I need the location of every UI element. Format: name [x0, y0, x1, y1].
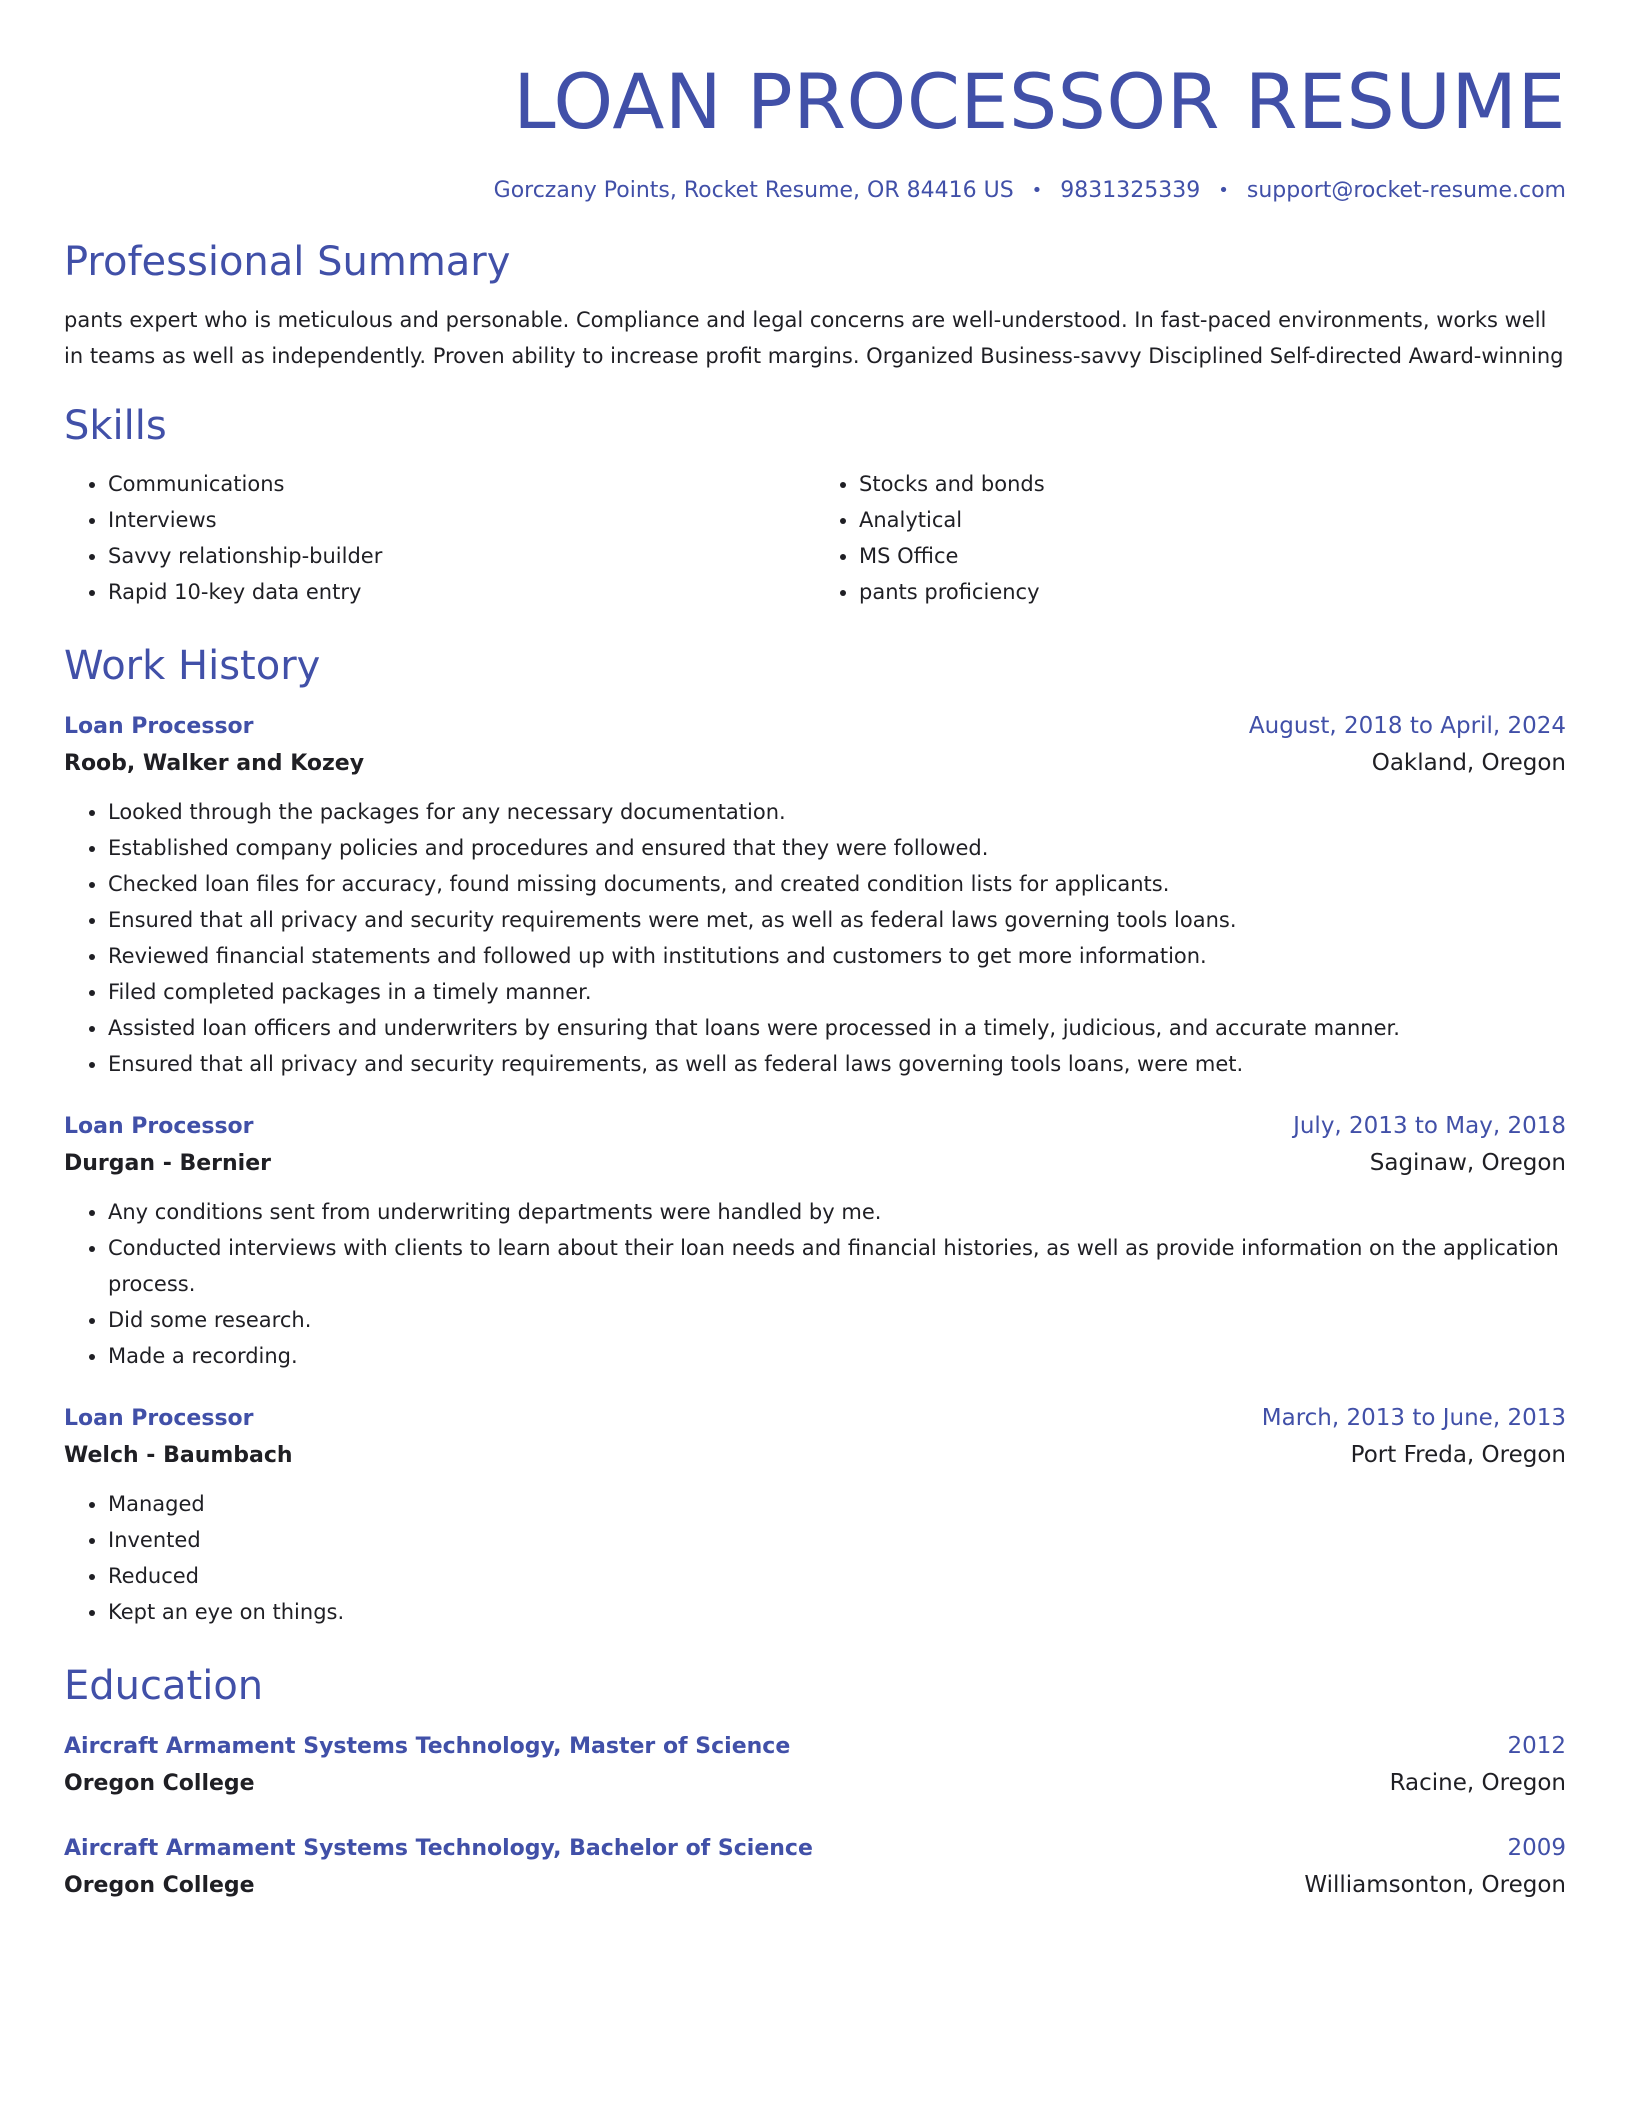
job-company: Roob, Walker and Kozey — [64, 751, 365, 776]
education-location: Williamsonton, Oregon — [1304, 1872, 1566, 1898]
education-degree: Aircraft Armament Systems Technology, Bachelor of Science — [64, 1836, 813, 1861]
contact-email: support@rocket-resume.com — [1246, 178, 1566, 203]
job-duty: • Did some research. — [108, 1302, 1566, 1338]
skill-item: • Communications — [108, 466, 815, 502]
education-school: Oregon College — [64, 1771, 255, 1796]
job-duty: • Conducted interviews with clients to learn about their loan needs and financial histories, as well as provide information on the application process. — [108, 1230, 1566, 1302]
job-duty: • Reviewed financial statements and followed up with institutions and customers to get more information. — [108, 938, 1566, 974]
education-section — [64, 1660, 1566, 1904]
education-year: 2009 — [1507, 1835, 1566, 1861]
skill-item: • Analytical — [859, 502, 1566, 538]
education-year: 2012 — [1507, 1733, 1566, 1759]
skills-list-left — [64, 466, 815, 610]
education-school: Oregon College — [64, 1873, 255, 1898]
job-title: Loan Processor — [64, 714, 254, 739]
job-dates: March, 2013 to June, 2013 — [1261, 1405, 1566, 1431]
skill-item: • Interviews — [108, 502, 815, 538]
resume-header — [64, 52, 1566, 206]
job-dates: July, 2013 to May, 2018 — [1293, 1113, 1566, 1139]
job-dates: August, 2018 to April, 2024 — [1248, 713, 1566, 739]
education-degree: Aircraft Armament Systems Technology, Master of Science — [64, 1734, 791, 1759]
contact-separator: • — [1218, 180, 1229, 201]
job-duties — [64, 1486, 1566, 1630]
job-duty: • Invented — [108, 1522, 1566, 1558]
skills-grid — [64, 466, 1566, 610]
job-location: Oakland, Oregon — [1371, 750, 1566, 776]
job-duties — [64, 794, 1566, 1082]
job-entry — [64, 1400, 1566, 1630]
contact-address: Gorczany Points, Rocket Resume, OR 84416 US — [493, 178, 1014, 203]
job-title: Loan Processor — [64, 1406, 254, 1431]
job-duty: • Checked loan files for accuracy, found missing documents, and created condition lists for applicants. — [108, 866, 1566, 902]
skill-item: • pants proficiency — [859, 574, 1566, 610]
skill-item: • Savvy relationship-builder — [108, 538, 815, 574]
contact-phone: 9831325339 — [1060, 178, 1201, 203]
job-duty: • Made a recording. — [108, 1338, 1566, 1374]
resume-title: LOAN PROCESSOR RESUME — [513, 57, 1566, 146]
job-duty: • Looked through the packages for any necessary documentation. — [108, 794, 1566, 830]
job-duties — [64, 1194, 1566, 1374]
summary-heading: Professional Summary — [64, 239, 511, 285]
skill-item: • Rapid 10-key data entry — [108, 574, 815, 610]
skills-list-right — [815, 466, 1566, 610]
contact-separator: • — [1031, 180, 1043, 201]
education-entry — [64, 1728, 1566, 1802]
job-entry — [64, 1108, 1566, 1374]
work-history-section — [64, 640, 1566, 1630]
skill-item: • Stocks and bonds — [859, 466, 1566, 502]
job-duty: • Ensured that all privacy and security requirements were met, as well as federal laws governing tools loans. — [108, 902, 1566, 938]
contact-line — [64, 176, 1566, 206]
job-location: Port Freda, Oregon — [1350, 1442, 1566, 1468]
job-duty: • Assisted loan officers and underwriters by ensuring that loans were processed in a timely, judicious, and accurate manner. — [108, 1010, 1566, 1046]
job-duty: • Ensured that all privacy and security requirements, as well as federal laws governing tools loans, were met. — [108, 1046, 1566, 1082]
skills-heading: Skills — [64, 403, 167, 449]
skills-section — [64, 400, 1566, 610]
job-duty: • Managed — [108, 1486, 1566, 1522]
job-duty: • Kept an eye on things. — [108, 1594, 1566, 1630]
job-title: Loan Processor — [64, 1114, 254, 1139]
education-entry — [64, 1830, 1566, 1904]
job-duty: • Reduced — [108, 1558, 1566, 1594]
education-heading: Education — [64, 1663, 264, 1709]
job-duty: • Filed completed packages in a timely manner. — [108, 974, 1566, 1010]
job-duty: • Any conditions sent from underwriting departments were handled by me. — [108, 1194, 1566, 1230]
job-location: Saginaw, Oregon — [1369, 1150, 1566, 1176]
job-entry — [64, 708, 1566, 1082]
summary-text: pants expert who is meticulous and personable. Compliance and legal concerns are well-understood. In fast-paced environments, works well in teams as well as independently. Proven ability to increase profit margins. Organized Business-savvy Disciplined Self-directed Award-winning — [64, 308, 1564, 368]
job-duty: • Established company policies and procedures and ensured that they were followed. — [108, 830, 1566, 866]
job-company: Welch - Baumbach — [64, 1443, 293, 1468]
skill-item: • MS Office — [859, 538, 1566, 574]
education-location: Racine, Oregon — [1389, 1770, 1566, 1796]
work-history-heading: Work History — [64, 643, 321, 689]
job-company: Durgan - Bernier — [64, 1151, 271, 1176]
summary-section — [64, 236, 1566, 374]
